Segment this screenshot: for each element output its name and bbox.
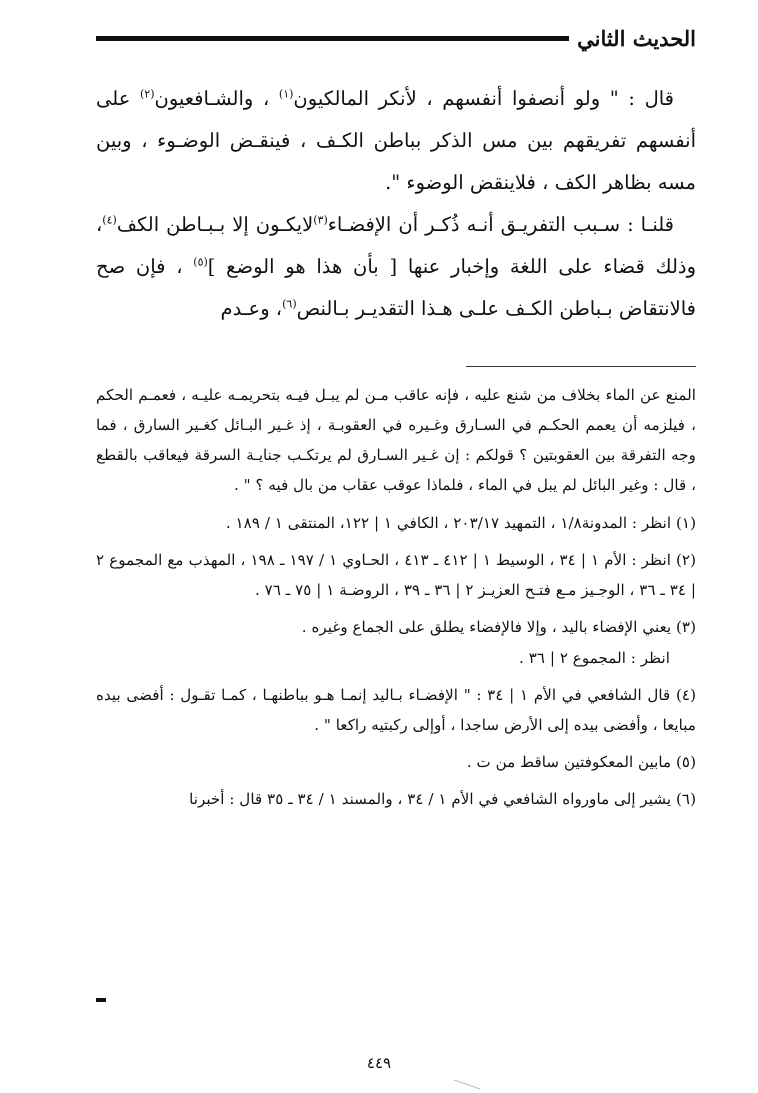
footnote-3-reference: انظر : المجموع ٢ | ٣٦ . bbox=[519, 649, 670, 667]
running-header bbox=[96, 18, 696, 58]
footnote-1: (١) انظر : المدونة١/٨ ، التمهيد ٢٠٣/١٧ ، الكافي ١ | ١٢٢، المنتقى ١ / ١٨٩ . bbox=[225, 514, 696, 532]
footnote-separator bbox=[466, 366, 696, 367]
continuation-dash bbox=[96, 998, 106, 1002]
footnote-ref-4[interactable]: (٤) bbox=[102, 213, 117, 227]
footnote-2: (٢) انظر : الأم ١ | ٣٤ ، الوسيط ١ | ٤١٢ ـ ٤١٣ ، الحـاوي ١ / ١٩٧ ـ ١٩٨ ، المهذب مع المجموع ٢ | ٣٤ ـ ٣٦ ، الوجـيز مـع فتـح العزيـز ٢ | ٣٦ ـ ٣٩ ، الروضـة ١ | ٧٥ ـ ٧٦ . bbox=[96, 551, 697, 599]
footnote-ref-3[interactable]: (٣) bbox=[313, 213, 328, 227]
footnote-6: (٦) يشير إلى ماورواه الشافعي في الأم ١ / ٣٤ ، والمسند ١ / ٣٤ ـ ٣٥ قال : أخبرنا bbox=[189, 790, 696, 808]
footnote-3: (٣) يعني الإفضاء باليد ، وإلا فالإفضاء يطلق على الجماع وغيره . bbox=[301, 618, 696, 636]
pencil-mark bbox=[452, 1078, 482, 1090]
page-number: ٤٤٩ bbox=[366, 1054, 392, 1072]
footnotes bbox=[96, 380, 696, 821]
footnote-ref-2[interactable]: (٢) bbox=[139, 87, 155, 101]
paragraph-response: قلنـا : سـبب التفريـق أنـه ذُكـر أن الإفضـاء$^{(٣)}$لايكـون إلا بـبـاطن الكف$^{(٤)}$، وذلك قضاء على اللغة وإخبار عنها [ بأن هذا هو الوضع ]$^{(٥)}$ ، فإن صح فالانتقاض بـباطن الكـف علـى هـذا التقديـر بـالنص$^{(٦)}$، وعـدم bbox=[96, 213, 696, 320]
paragraph-quote: قال : " ولو أنصفوا أنفسهم ، لأنكر المالكيون$^{(١)}$ ، والشـافعيون$^{(٢)}$ على أنفسهم تفريقهم بين مس الذكر بباطن الكـف ، فينقـض الوضـوء ، وبين مسه بظاهر الكف ، فلاينقض الوضوء ". bbox=[96, 87, 696, 194]
footnote-4: (٤) قال الشافعي في الأم ١ | ٣٤ : " الإفضـاء بـاليد إنمـا هـو بباطنهـا ، كمـا تقـول : أفضى بيده مبايعا ، وأفضى بيده إلى الأرض ساجدا ، أوإلى ركبتيه راكعا " . bbox=[96, 686, 696, 734]
footnote-ref-1[interactable]: (١) bbox=[278, 87, 294, 101]
header-rule bbox=[96, 36, 569, 41]
footnote-continuation: المنع عن الماء بخلاف من شنع عليه ، فإنه عاقب مـن لم يبـل فيـه بتحريمـه عليـه ، فعمـم الحكم ، فيلزمه أن يعمم الحكـم في السـارق وغـيره في العقوبـة ، إذ غـير البـائل كغـير السارق ، فما وجه التفرقة بين العقوبتين ؟ قولكم : إن غـير السـارق لم يرتكـب جنايـة السرقة فيعاقب بالقطع ، قال : وغير البائل لم يبل في الماء ، فلماذا عوقب عقاب من بال فيه ؟ " . bbox=[96, 386, 696, 494]
chapter-title: الحديث الثاني bbox=[577, 25, 696, 51]
main-text bbox=[96, 78, 696, 330]
footnote-ref-6[interactable]: (٦) bbox=[282, 297, 297, 311]
footnote-ref-5[interactable]: (٥) bbox=[193, 255, 208, 269]
footnote-5: (٥) مابين المعكوفتين ساقط من ت . bbox=[466, 753, 696, 771]
